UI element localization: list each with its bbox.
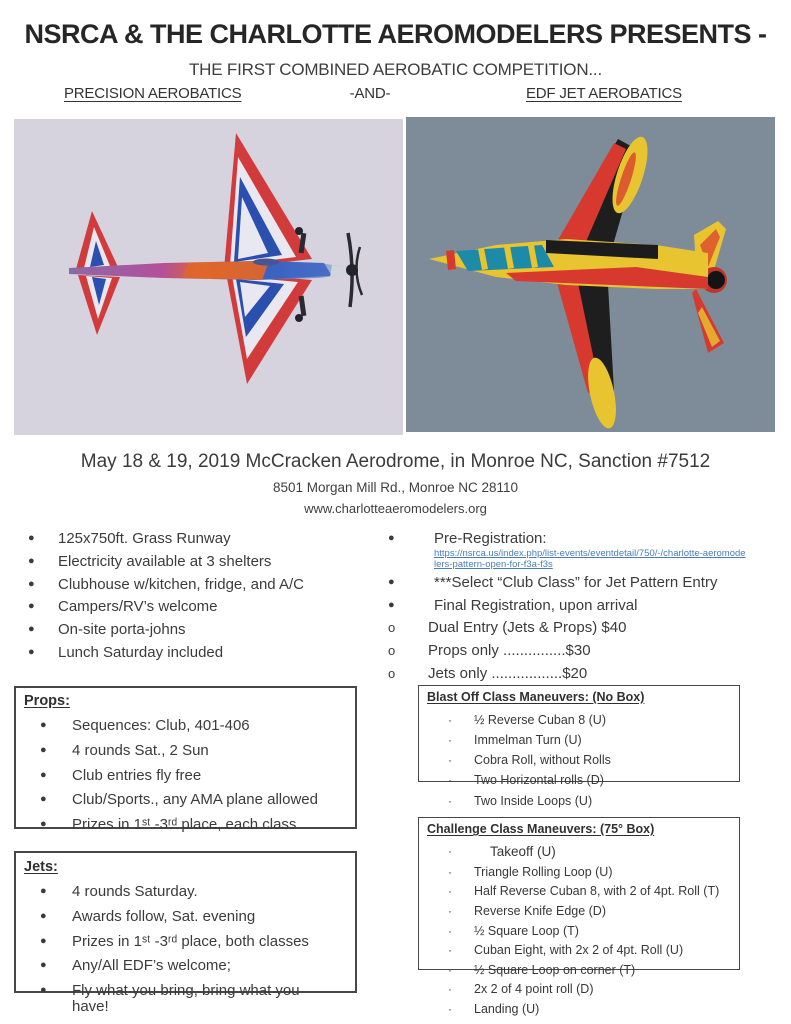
bullet-disc-icon: ● bbox=[40, 768, 47, 781]
maneuver-text: Landing (U) bbox=[474, 1002, 540, 1017]
bullet-disc-icon: ● bbox=[28, 645, 35, 658]
amenity-item bbox=[28, 622, 378, 638]
amenity-text: Clubhouse w/kitchen, fridge, and A/C bbox=[58, 575, 304, 593]
event-date-location: May 18 & 19, 2019 McCracken Aerodrome, in Monroe NC, Sanction #7512 bbox=[80, 451, 711, 472]
jets-item-text: Any/All EDF’s welcome; bbox=[72, 957, 231, 975]
bullet-disc-icon: ● bbox=[40, 793, 47, 806]
bullet-dot-icon: · bbox=[448, 773, 452, 788]
props-item bbox=[14, 743, 357, 759]
maneuver-text: ½ Reverse Cuban 8 (U) bbox=[474, 713, 607, 727]
amenity-text: Lunch Saturday included bbox=[58, 643, 224, 661]
bullet-disc-icon: ● bbox=[40, 959, 47, 972]
props-item-text: Club entries fly free bbox=[72, 766, 202, 784]
bullet-dot-icon: · bbox=[448, 943, 452, 958]
maneuver-text: Triangle Rolling Loop (U) bbox=[474, 864, 613, 879]
maneuver-item bbox=[418, 754, 740, 767]
jets-item-text: 4 rounds Saturday. bbox=[72, 883, 198, 900]
fee-item bbox=[388, 666, 688, 682]
challenge-heading: Challenge Class Maneuvers: (75° Box) bbox=[427, 822, 655, 836]
bullet-disc-icon: ● bbox=[388, 532, 395, 544]
props-item-text: 4 rounds Sat., 2 Sun bbox=[72, 741, 209, 759]
maneuver-item bbox=[418, 795, 740, 808]
maneuver-item bbox=[418, 774, 740, 787]
jets-item-text: Fly what you bring, bring what you have! bbox=[72, 982, 300, 1015]
blast-off-maneuvers-section bbox=[418, 685, 740, 815]
maneuver-text: Two Horizontal rolls (D) bbox=[474, 773, 604, 788]
props-item bbox=[14, 718, 357, 734]
props-item bbox=[14, 792, 357, 808]
amenity-item bbox=[28, 577, 378, 593]
props-section bbox=[14, 686, 357, 842]
bullet-dot-icon: · bbox=[448, 903, 452, 918]
jets-list bbox=[14, 884, 357, 1015]
club-class-note-row bbox=[388, 575, 778, 591]
jets-section bbox=[14, 851, 357, 1024]
bullet-circle-icon: o bbox=[388, 620, 396, 636]
bullet-disc-icon: ● bbox=[28, 554, 35, 567]
amenity-item bbox=[28, 531, 378, 547]
jets-heading: Jets: bbox=[24, 859, 58, 875]
bullet-dot-icon: · bbox=[448, 982, 452, 997]
precision-plane-illustration bbox=[14, 119, 403, 435]
maneuver-item bbox=[418, 925, 740, 938]
challenge-maneuvers-list bbox=[418, 845, 740, 1016]
amenity-item bbox=[28, 645, 378, 661]
maneuver-item bbox=[418, 905, 740, 918]
challenge-maneuvers-section bbox=[418, 817, 740, 1023]
bullet-disc-icon: ● bbox=[28, 577, 35, 590]
jets-item bbox=[14, 934, 357, 950]
blast-off-heading: Blast Off Class Maneuvers: (No Box) bbox=[427, 690, 645, 704]
maneuver-item bbox=[418, 964, 740, 977]
bullet-disc-icon: ● bbox=[40, 934, 47, 947]
fees-list bbox=[388, 620, 688, 681]
amenity-text: Electricity available at 3 shelters bbox=[58, 552, 272, 570]
jets-item bbox=[14, 958, 357, 974]
edf-jet-photo bbox=[406, 117, 775, 432]
bullet-disc-icon: ● bbox=[40, 818, 47, 830]
props-list bbox=[14, 718, 357, 833]
bullet-disc-icon: ● bbox=[40, 743, 47, 756]
bullet-disc-icon: ● bbox=[40, 885, 47, 897]
maneuver-text: Two Inside Loops (U) bbox=[474, 793, 593, 808]
bullet-disc-icon: ● bbox=[388, 598, 395, 611]
maneuver-text: 2x 2 of 4 point roll (D) bbox=[474, 982, 594, 997]
maneuver-text: Takeoff (U) bbox=[490, 844, 556, 859]
maneuver-item bbox=[418, 734, 740, 747]
maneuver-text: Cobra Roll, without Rolls bbox=[474, 753, 611, 768]
bullet-circle-icon: o bbox=[388, 643, 396, 658]
maneuver-item bbox=[418, 714, 740, 727]
bullet-disc-icon: ● bbox=[40, 909, 47, 922]
amenities-list bbox=[28, 531, 378, 668]
maneuver-item bbox=[418, 983, 740, 996]
maneuver-text: ½ Square Loop (T) bbox=[474, 923, 579, 938]
bullet-dot-icon: · bbox=[448, 753, 452, 768]
bullet-dot-icon: · bbox=[448, 884, 452, 899]
page-subtitle: THE FIRST COMBINED AEROBATIC COMPETITION... bbox=[189, 60, 602, 79]
page-title: NSRCA & THE CHARLOTTE AEROMODELERS PRESENTS - bbox=[24, 19, 767, 49]
bullet-disc-icon: ● bbox=[28, 532, 35, 544]
maneuver-item bbox=[418, 866, 740, 879]
bullet-disc-icon: ● bbox=[28, 623, 35, 635]
props-item bbox=[14, 817, 357, 833]
pre-registration-label: Pre-Registration: bbox=[434, 530, 547, 547]
bullet-disc-icon: ● bbox=[28, 600, 35, 613]
fee-item bbox=[388, 620, 688, 636]
bullet-disc-icon: ● bbox=[40, 984, 47, 996]
pre-registration-row bbox=[388, 531, 778, 547]
maneuver-text: Half Reverse Cuban 8, with 2 of 4pt. Roll (T) bbox=[474, 884, 720, 899]
amenity-text: Campers/RV’s welcome bbox=[58, 598, 218, 616]
jets-item bbox=[14, 983, 357, 1015]
bullet-dot-icon: · bbox=[448, 1002, 452, 1017]
bullet-dot-icon: · bbox=[448, 793, 452, 808]
maneuver-text: Cuban Eight, with 2x 2 of 4pt. Roll (U) bbox=[474, 943, 684, 958]
category-and-label: -AND- bbox=[349, 85, 391, 102]
maneuver-item bbox=[418, 1003, 740, 1016]
fee-text: Jets only .................$20 bbox=[428, 664, 588, 682]
bullet-disc-icon: ● bbox=[388, 575, 395, 588]
props-item-text: Sequences: Club, 401-406 bbox=[72, 717, 250, 734]
bullet-dot-icon: · bbox=[448, 713, 452, 727]
bullet-dot-icon: · bbox=[448, 733, 452, 748]
blast-off-maneuvers-list bbox=[418, 714, 740, 808]
amenity-item bbox=[28, 599, 378, 615]
maneuver-text: Reverse Knife Edge (D) bbox=[474, 903, 607, 918]
props-item-text: Club/Sports., any AMA plane allowed bbox=[72, 791, 318, 809]
final-registration-row bbox=[388, 598, 778, 614]
maneuver-item bbox=[418, 845, 740, 859]
fee-text: Dual Entry (Jets & Props) $40 bbox=[428, 619, 627, 637]
bullet-dot-icon: · bbox=[448, 844, 452, 858]
jets-item bbox=[14, 884, 357, 900]
props-item bbox=[14, 768, 357, 784]
props-heading: Props: bbox=[24, 693, 70, 709]
maneuver-item bbox=[418, 944, 740, 957]
bullet-dot-icon: · bbox=[448, 962, 452, 977]
category-precision-aerobatics: PRECISION AEROBATICS bbox=[64, 85, 242, 102]
amenity-text: On-site porta-johns bbox=[58, 621, 186, 638]
props-item-text: Prizes in 1ˢᵗ -3ʳᵈ place, each class bbox=[72, 816, 297, 833]
club-class-note: ***Select “Club Class” for Jet Pattern Entry bbox=[434, 573, 718, 591]
jets-item-text: Prizes in 1ˢᵗ -3ʳᵈ place, both classes bbox=[72, 932, 309, 950]
maneuver-text: ½ Square Loop on corner (T) bbox=[474, 962, 636, 977]
edf-jet-illustration bbox=[406, 117, 775, 432]
category-edf-jet-aerobatics: EDF JET AEROBATICS bbox=[526, 85, 682, 102]
pre-registration-link[interactable] bbox=[434, 548, 778, 570]
fee-item bbox=[388, 643, 688, 659]
bullet-dot-icon: · bbox=[448, 923, 452, 938]
amenity-item bbox=[28, 554, 378, 570]
event-address: 8501 Morgan Mill Rd., Monroe NC 28110 bbox=[272, 480, 519, 495]
jets-item bbox=[14, 909, 357, 925]
maneuver-item bbox=[418, 885, 740, 898]
event-website: www.charlotteaeromodelers.org bbox=[304, 501, 487, 516]
bullet-disc-icon: ● bbox=[40, 719, 47, 731]
registration-section bbox=[388, 531, 778, 689]
fee-text: Props only ...............$30 bbox=[428, 642, 591, 659]
amenity-text: 125x750ft. Grass Runway bbox=[58, 530, 231, 547]
bullet-circle-icon: o bbox=[388, 665, 396, 681]
bullet-dot-icon: · bbox=[448, 864, 452, 879]
maneuver-text: Immelman Turn (U) bbox=[474, 733, 582, 748]
precision-plane-photo bbox=[14, 119, 403, 435]
link-line-1[interactable]: https://nsrca.us/index.php/list-events/eventdetail/750/-/charlotte-aeromode bbox=[434, 547, 746, 559]
final-registration-label: Final Registration, upon arrival bbox=[434, 596, 638, 614]
jets-item-text: Awards follow, Sat. evening bbox=[72, 907, 256, 925]
link-line-2[interactable]: lers-pattern-open-for-f3a-f3s bbox=[434, 558, 553, 570]
